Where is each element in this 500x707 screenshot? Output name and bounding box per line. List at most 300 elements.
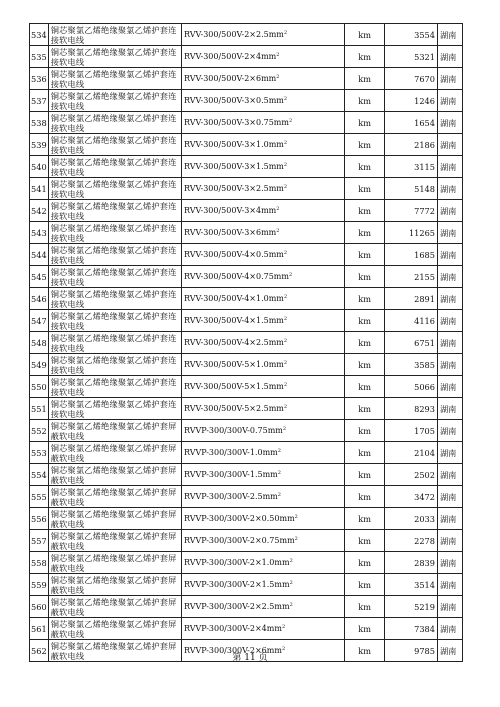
- row-number-cell: [30, 134, 49, 156]
- unit-text: km: [358, 337, 371, 348]
- region-text: 湖南: [439, 491, 457, 502]
- region-cell: [437, 486, 462, 508]
- region-cell: [437, 310, 462, 332]
- product-name-text: 铜芯聚氯乙烯绝缘聚氯乙烯护套连接软电线: [50, 200, 177, 221]
- row-number-text: 536: [31, 73, 47, 84]
- unit-superscript: 2: [283, 381, 288, 388]
- unit-superscript: 2: [283, 293, 288, 300]
- unit-cell: [345, 288, 385, 310]
- product-name-cell: [48, 354, 181, 376]
- product-name-cell: [48, 24, 181, 46]
- region-cell: [437, 112, 462, 134]
- row-number-cell: [30, 486, 49, 508]
- unit-text: km: [358, 161, 371, 172]
- product-spec-cell: [181, 552, 344, 574]
- product-name-text: 铜芯聚氯乙烯绝缘聚氯乙烯护套屏蔽软电线: [50, 618, 177, 639]
- region-text: 湖南: [439, 359, 457, 370]
- product-name-text: 铜芯聚氯乙烯绝缘聚氯乙烯护套连接软电线: [50, 178, 177, 199]
- row-number-cell: [30, 596, 49, 618]
- product-spec-cell: [181, 288, 344, 310]
- price-text: 11265: [408, 227, 435, 238]
- price-table: [29, 23, 463, 662]
- price-text: 6751: [414, 337, 435, 348]
- product-spec-text: RVV-300/500V-2×2.5mm: [183, 29, 284, 39]
- unit-cell: [345, 24, 385, 46]
- table-row: [30, 464, 463, 486]
- product-spec-text: RVVP-300/300V-2×1.5mm: [183, 579, 290, 589]
- product-name-cell: [48, 178, 181, 200]
- product-spec-cell: [181, 376, 344, 398]
- unit-cell: [345, 90, 385, 112]
- region-text: 湖南: [439, 403, 457, 414]
- product-name-cell: [48, 420, 181, 442]
- unit-superscript: 2: [283, 95, 288, 102]
- unit-superscript: 2: [289, 579, 293, 586]
- region-text: 湖南: [439, 447, 457, 458]
- region-text: 湖南: [439, 337, 457, 348]
- product-name-cell: [48, 530, 181, 552]
- unit-text: km: [358, 447, 371, 458]
- row-number-text: 543: [31, 227, 47, 238]
- product-spec-cell: [181, 222, 344, 244]
- product-spec-cell: [181, 530, 344, 552]
- region-cell: [437, 134, 462, 156]
- price-cell: [384, 112, 437, 134]
- product-name-text: 铜芯聚氯乙烯绝缘聚氯乙烯护套连接软电线: [50, 310, 177, 331]
- table-row: [30, 24, 463, 46]
- region-text: 湖南: [439, 95, 457, 106]
- price-cell: [384, 464, 437, 486]
- table-row: [30, 46, 463, 68]
- price-cell: [384, 508, 437, 530]
- region-cell: [437, 200, 462, 222]
- price-text: 1654: [414, 117, 435, 128]
- row-number-text: 545: [31, 271, 47, 282]
- region-cell: [437, 46, 462, 68]
- product-name-cell: [48, 90, 181, 112]
- unit-superscript: 2: [276, 227, 280, 234]
- unit-cell: [345, 222, 385, 244]
- price-text: 2186: [414, 139, 435, 150]
- unit-text: km: [358, 469, 371, 480]
- row-number-text: 560: [31, 601, 47, 612]
- row-number-cell: [30, 618, 49, 640]
- product-spec-text: RVV-300/500V-5×2.5mm: [183, 403, 284, 413]
- row-number-cell: [30, 332, 49, 354]
- table-row: [30, 288, 463, 310]
- product-spec-text: RVV-300/500V-3×0.5mm: [183, 95, 284, 105]
- product-name-cell: [48, 266, 181, 288]
- product-name-cell: [48, 68, 181, 90]
- price-cell: [384, 354, 437, 376]
- unit-superscript: 2: [282, 425, 287, 432]
- unit-cell: [345, 200, 385, 222]
- product-spec-text: RVV-300/500V-5×1.0mm: [183, 359, 284, 369]
- price-text: 3554: [414, 29, 435, 40]
- region-cell: [437, 442, 462, 464]
- product-spec-text: RVVP-300/300V-2×1.0mm: [183, 557, 290, 567]
- product-spec-cell: [181, 354, 344, 376]
- unit-superscript: 2: [294, 535, 298, 542]
- row-number-text: 535: [31, 51, 47, 62]
- region-text: 湖南: [439, 205, 457, 216]
- row-number-text: 551: [31, 403, 47, 414]
- product-name-text: 铜芯聚氯乙烯绝缘聚氯乙烯护套屏蔽软电线: [50, 508, 177, 529]
- unit-superscript: 2: [289, 557, 293, 564]
- product-spec-cell: [181, 618, 344, 640]
- product-spec-text: RVV-300/500V-4×1.0mm: [183, 293, 284, 303]
- table-row: [30, 178, 463, 200]
- product-spec-text: RVV-300/500V-4×0.75mm: [183, 271, 289, 281]
- price-text: 9785: [414, 645, 435, 656]
- price-text: 1246: [414, 95, 435, 106]
- product-name-text: 铜芯聚氯乙烯绝缘聚氯乙烯护套屏蔽软电线: [50, 596, 177, 617]
- product-spec-text: RVV-300/500V-3×2.5mm: [183, 183, 284, 193]
- product-spec-text: RVV-300/500V-3×1.0mm: [183, 139, 284, 149]
- row-number-cell: [30, 266, 49, 288]
- product-name-cell: [48, 508, 181, 530]
- product-name-text: 铜芯聚氯乙烯绝缘聚氯乙烯护套连接软电线: [50, 354, 177, 375]
- price-cell: [384, 618, 437, 640]
- product-spec-text: RVVP-300/300V-0.75mm: [183, 425, 283, 435]
- unit-cell: [345, 486, 385, 508]
- price-cell: [384, 200, 437, 222]
- product-name-cell: [48, 574, 181, 596]
- row-number-cell: [30, 552, 49, 574]
- table-row: [30, 310, 463, 332]
- unit-text: km: [358, 139, 371, 150]
- table-row: [30, 90, 463, 112]
- row-number-text: 556: [31, 513, 47, 524]
- price-text: 7670: [414, 73, 435, 84]
- product-name-cell: [48, 310, 181, 332]
- price-cell: [384, 530, 437, 552]
- row-number-text: 540: [31, 161, 47, 172]
- product-name-text: 铜芯聚氯乙烯绝缘聚氯乙烯护套屏蔽软电线: [50, 552, 177, 573]
- row-number-text: 548: [31, 337, 47, 348]
- unit-cell: [345, 552, 385, 574]
- region-cell: [437, 376, 462, 398]
- product-name-text: 铜芯聚氯乙烯绝缘聚氯乙烯护套连接软电线: [50, 398, 177, 419]
- unit-cell: [345, 508, 385, 530]
- unit-superscript: 2: [294, 513, 298, 520]
- product-spec-text: RVV-300/500V-3×0.75mm: [183, 117, 289, 127]
- product-name-cell: [48, 134, 181, 156]
- price-text: 2891: [414, 293, 435, 304]
- table-row: [30, 552, 463, 574]
- region-text: 湖南: [439, 227, 457, 238]
- product-name-cell: [48, 288, 181, 310]
- price-cell: [384, 310, 437, 332]
- unit-text: km: [358, 73, 371, 84]
- price-cell: [384, 156, 437, 178]
- unit-superscript: 2: [281, 623, 286, 630]
- unit-text: km: [358, 51, 371, 62]
- unit-superscript: 2: [288, 271, 293, 278]
- unit-superscript: 2: [283, 139, 288, 146]
- unit-superscript: 2: [276, 51, 280, 58]
- product-spec-text: RVV-300/500V-3×4mm: [183, 205, 277, 215]
- region-text: 湖南: [439, 557, 457, 568]
- region-text: 湖南: [439, 535, 457, 546]
- product-name-text: 铜芯聚氯乙烯绝缘聚氯乙烯护套连接软电线: [50, 288, 177, 309]
- price-cell: [384, 332, 437, 354]
- unit-superscript: 2: [283, 315, 288, 322]
- unit-superscript: 2: [276, 73, 280, 80]
- product-spec-cell: [181, 200, 344, 222]
- price-text: 3514: [414, 579, 435, 590]
- table-row: [30, 266, 463, 288]
- row-number-cell: [30, 310, 49, 332]
- region-text: 湖南: [439, 425, 457, 436]
- region-text: 湖南: [439, 139, 457, 150]
- region-cell: [437, 552, 462, 574]
- price-text: 4116: [414, 315, 435, 326]
- row-number-text: 541: [31, 183, 47, 194]
- price-text: 3115: [414, 161, 435, 172]
- unit-text: km: [358, 315, 371, 326]
- product-spec-cell: [181, 442, 344, 464]
- row-number-text: 547: [31, 315, 47, 326]
- row-number-cell: [30, 112, 49, 134]
- row-number-text: 537: [31, 95, 47, 106]
- row-number-text: 557: [31, 535, 47, 546]
- product-spec-cell: [181, 24, 344, 46]
- region-text: 湖南: [439, 183, 457, 194]
- table-row: [30, 134, 463, 156]
- product-spec-text: RVVP-300/300V-2×4mm: [183, 623, 282, 633]
- row-number-cell: [30, 288, 49, 310]
- region-cell: [437, 398, 462, 420]
- table-row: [30, 486, 463, 508]
- row-number-cell: [30, 24, 49, 46]
- unit-text: km: [358, 29, 371, 40]
- product-name-cell: [48, 46, 181, 68]
- price-cell: [384, 376, 437, 398]
- unit-cell: [345, 156, 385, 178]
- region-text: 湖南: [439, 29, 457, 40]
- product-name-text: 铜芯聚氯乙烯绝缘聚氯乙烯护套屏蔽软电线: [50, 420, 177, 441]
- region-cell: [437, 90, 462, 112]
- region-cell: [437, 464, 462, 486]
- table-row: [30, 618, 463, 640]
- region-text: 湖南: [439, 117, 457, 128]
- product-spec-cell: [181, 46, 344, 68]
- price-cell: [384, 90, 437, 112]
- product-spec-text: RVV-300/500V-4×1.5mm: [183, 315, 284, 325]
- price-text: 2033: [414, 513, 435, 524]
- product-name-text: 铜芯聚氯乙烯绝缘聚氯乙烯护套连接软电线: [50, 376, 177, 397]
- product-spec-text: RVV-300/500V-5×1.5mm: [183, 381, 284, 391]
- region-text: 湖南: [439, 645, 457, 656]
- region-text: 湖南: [439, 249, 457, 260]
- product-spec-cell: [181, 486, 344, 508]
- price-cell: [384, 244, 437, 266]
- table-row: [30, 398, 463, 420]
- price-text: 2278: [414, 535, 435, 546]
- table-row: [30, 376, 463, 398]
- region-cell: [437, 332, 462, 354]
- product-name-text: 铜芯聚氯乙烯绝缘聚氯乙烯护套连接软电线: [50, 244, 177, 265]
- row-number-text: 559: [31, 579, 47, 590]
- product-name-text: 铜芯聚氯乙烯绝缘聚氯乙烯护套连接软电线: [50, 112, 177, 133]
- row-number-text: 538: [31, 117, 47, 128]
- region-cell: [437, 222, 462, 244]
- product-spec-cell: [181, 266, 344, 288]
- region-cell: [437, 508, 462, 530]
- unit-cell: [345, 266, 385, 288]
- unit-superscript: 2: [289, 601, 293, 608]
- price-text: 2839: [414, 557, 435, 568]
- region-text: 湖南: [439, 381, 457, 392]
- product-name-text: 铜芯聚氯乙烯绝缘聚氯乙烯护套屏蔽软电线: [50, 530, 177, 551]
- row-number-cell: [30, 178, 49, 200]
- unit-text: km: [358, 183, 371, 194]
- product-name-cell: [48, 156, 181, 178]
- price-text: 3472: [414, 491, 435, 502]
- unit-cell: [345, 178, 385, 200]
- price-table-body: [30, 24, 463, 662]
- row-number-cell: [30, 90, 49, 112]
- product-spec-text: RVV-300/500V-3×1.5mm: [183, 161, 284, 171]
- unit-text: km: [358, 601, 371, 612]
- unit-superscript: 2: [283, 337, 288, 344]
- row-number-text: 558: [31, 557, 47, 568]
- product-name-text: 铜芯聚氯乙烯绝缘聚氯乙烯护套连接软电线: [50, 266, 177, 287]
- region-text: 湖南: [439, 623, 457, 634]
- row-number-cell: [30, 354, 49, 376]
- unit-superscript: 2: [277, 469, 281, 476]
- unit-text: km: [358, 117, 371, 128]
- unit-superscript: 2: [283, 249, 288, 256]
- price-cell: [384, 68, 437, 90]
- unit-superscript: 2: [283, 29, 288, 36]
- product-name-text: 铜芯聚氯乙烯绝缘聚氯乙烯护套连接软电线: [50, 90, 177, 111]
- price-text: 2155: [414, 271, 435, 282]
- price-cell: [384, 552, 437, 574]
- product-name-text: 铜芯聚氯乙烯绝缘聚氯乙烯护套连接软电线: [50, 24, 177, 45]
- product-spec-text: RVVP-300/300V-1.5mm: [183, 469, 278, 479]
- price-text: 8293: [414, 403, 435, 414]
- table-row: [30, 156, 463, 178]
- region-cell: [437, 288, 462, 310]
- product-name-cell: [48, 222, 181, 244]
- price-text: 5321: [414, 51, 435, 62]
- region-text: 湖南: [439, 315, 457, 326]
- page-number: 第 11 页: [232, 653, 268, 663]
- product-spec-cell: [181, 244, 344, 266]
- product-name-text: 铜芯聚氯乙烯绝缘聚氯乙烯护套连接软电线: [50, 134, 177, 155]
- row-number-text: 555: [31, 491, 47, 502]
- unit-text: km: [358, 557, 371, 568]
- unit-superscript: 2: [283, 359, 288, 366]
- product-name-cell: [48, 200, 181, 222]
- product-spec-cell: [181, 68, 344, 90]
- price-cell: [384, 420, 437, 442]
- product-spec-text: RVV-300/500V-2×4mm: [183, 51, 277, 61]
- region-text: 湖南: [439, 513, 457, 524]
- product-name-text: 铜芯聚氯乙烯绝缘聚氯乙烯护套连接软电线: [50, 46, 177, 67]
- region-cell: [437, 178, 462, 200]
- row-number-cell: [30, 46, 49, 68]
- product-spec-cell: [181, 574, 344, 596]
- region-text: 湖南: [439, 51, 457, 62]
- unit-text: km: [358, 205, 371, 216]
- product-name-text: 铜芯聚氯乙烯绝缘聚氯乙烯护套屏蔽软电线: [50, 464, 177, 485]
- unit-cell: [345, 574, 385, 596]
- row-number-text: 539: [31, 139, 47, 150]
- unit-text: km: [358, 579, 371, 590]
- row-number-cell: [30, 156, 49, 178]
- product-name-cell: [48, 464, 181, 486]
- unit-cell: [345, 310, 385, 332]
- row-number-text: 550: [31, 381, 47, 392]
- table-row: [30, 332, 463, 354]
- unit-cell: [345, 596, 385, 618]
- unit-cell: [345, 442, 385, 464]
- unit-cell: [345, 618, 385, 640]
- row-number-cell: [30, 200, 49, 222]
- region-cell: [437, 24, 462, 46]
- unit-cell: [345, 398, 385, 420]
- price-cell: [384, 442, 437, 464]
- price-text: 5066: [414, 381, 435, 392]
- row-number-text: 546: [31, 293, 47, 304]
- row-number-cell: [30, 376, 49, 398]
- unit-cell: [345, 112, 385, 134]
- unit-superscript: 2: [276, 205, 280, 212]
- unit-cell: [345, 244, 385, 266]
- unit-text: km: [358, 513, 371, 524]
- table-row: [30, 354, 463, 376]
- product-name-text: 铜芯聚氯乙烯绝缘聚氯乙烯护套连接软电线: [50, 222, 177, 243]
- row-number-cell: [30, 530, 49, 552]
- table-row: [30, 420, 463, 442]
- table-row: [30, 200, 463, 222]
- product-name-text: 铜芯聚氯乙烯绝缘聚氯乙烯护套连接软电线: [50, 68, 177, 89]
- region-cell: [437, 530, 462, 552]
- unit-cell: [345, 420, 385, 442]
- unit-superscript: 2: [283, 161, 288, 168]
- unit-superscript: 2: [288, 117, 293, 124]
- region-cell: [437, 574, 462, 596]
- unit-text: km: [358, 249, 371, 260]
- unit-text: km: [358, 403, 371, 414]
- product-spec-cell: [181, 596, 344, 618]
- product-name-text: 铜芯聚氯乙烯绝缘聚氯乙烯护套屏蔽软电线: [50, 442, 177, 463]
- product-name-text: 铜芯聚氯乙烯绝缘聚氯乙烯护套屏蔽软电线: [50, 486, 177, 507]
- price-text: 5219: [414, 601, 435, 612]
- unit-cell: [345, 464, 385, 486]
- price-text: 5148: [414, 183, 435, 194]
- price-text: 7772: [414, 205, 435, 216]
- product-spec-text: RVVP-300/300V-2×2.5mm: [183, 601, 290, 611]
- region-text: 湖南: [439, 271, 457, 282]
- row-number-cell: [30, 398, 49, 420]
- price-cell: [384, 574, 437, 596]
- price-cell: [384, 288, 437, 310]
- region-cell: [437, 266, 462, 288]
- product-name-cell: [48, 442, 181, 464]
- price-cell: [384, 486, 437, 508]
- price-cell: [384, 178, 437, 200]
- row-number-cell: [30, 574, 49, 596]
- unit-superscript: 2: [277, 491, 281, 498]
- table-row: [30, 244, 463, 266]
- unit-cell: [345, 68, 385, 90]
- row-number-text: 549: [31, 359, 47, 370]
- product-spec-cell: [181, 310, 344, 332]
